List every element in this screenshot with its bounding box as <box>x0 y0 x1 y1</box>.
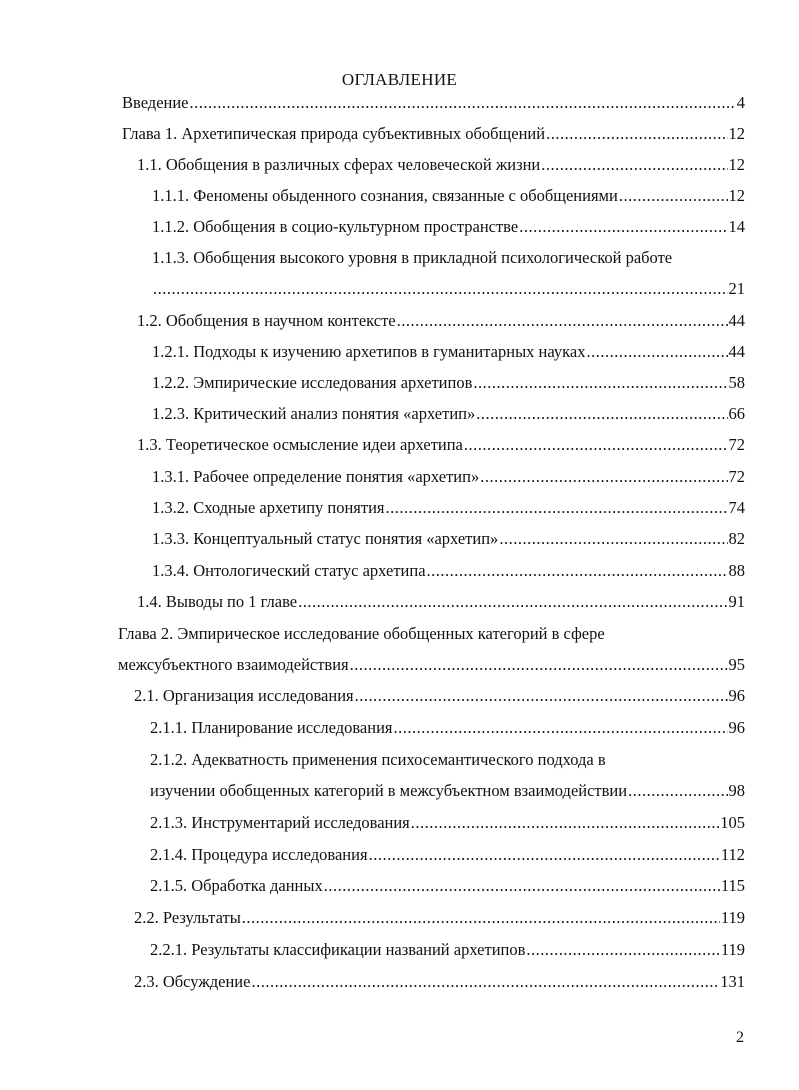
toc-entry-page: 14 <box>728 217 745 236</box>
toc-entry-2-1-2-label[interactable]: 2.1.2. Адекватность применения психосемантического подхода в <box>150 750 606 769</box>
toc-entry-1-3-3[interactable] <box>152 529 745 549</box>
toc-leader-dots <box>541 155 727 175</box>
toc-entry-page: 66 <box>728 404 745 423</box>
toc-entry-1-3[interactable] <box>137 435 745 455</box>
toc-entry-1-4[interactable] <box>137 592 745 612</box>
toc-entry-1-3-4[interactable] <box>152 561 745 581</box>
toc-entry-2-2-1[interactable] <box>150 940 745 960</box>
toc-leader-dots <box>546 124 727 144</box>
toc-entry-page: 88 <box>728 561 745 580</box>
toc-entry-label: 1.4. Выводы по 1 главе <box>137 592 298 611</box>
toc-entry-label: 1.3.3. Концептуальный статус понятия «архетип» <box>152 529 499 548</box>
toc-entry-page: 72 <box>728 435 745 454</box>
toc-leader-dots <box>628 781 727 801</box>
toc-entry-label: Глава 1. Архетипическая природа субъективных обобщений <box>122 124 546 143</box>
toc-entry-2-1-4[interactable] <box>150 845 745 865</box>
toc-entry-page: 12 <box>728 155 745 174</box>
toc-leader-dots <box>586 342 727 362</box>
toc-entry-label: 2.1.1. Планирование исследования <box>150 718 393 737</box>
toc-entry-1-1[interactable] <box>137 155 745 175</box>
toc-entry-label: 1.2.1. Подходы к изучению архетипов в гуманитарных науках <box>152 342 586 361</box>
toc-entry-1-2[interactable] <box>137 311 745 331</box>
toc-leader-dots <box>355 686 728 706</box>
toc-entry-label: 2.1.5. Обработка данных <box>150 876 323 895</box>
toc-entry-label: 2.3. Обсуждение <box>134 972 251 991</box>
toc-entry-label: 2.2. Результаты <box>134 908 241 927</box>
toc-leader-dots <box>386 498 728 518</box>
toc-entry-2-1-2[interactable] <box>150 781 745 801</box>
toc-leader-dots <box>298 592 727 612</box>
toc-entry-page: 115 <box>720 876 745 895</box>
toc-entry-page: 74 <box>728 498 745 517</box>
toc-entry-1-2-3[interactable] <box>152 404 745 424</box>
toc-entry-page: 98 <box>728 781 745 800</box>
toc-leader-dots <box>190 93 736 113</box>
toc-entry-page: 58 <box>728 373 745 392</box>
toc-entry-label: 1.3.1. Рабочее определение понятия «архетип» <box>152 467 480 486</box>
toc-entry-2-1[interactable] <box>134 686 745 706</box>
toc-leader-dots <box>411 813 719 833</box>
toc-entry-label: 1.3. Теоретическое осмысление идеи архетипа <box>137 435 463 454</box>
toc-entry-page: 12 <box>728 124 745 143</box>
toc-entry-label-cont: межсубъектного взаимодействия <box>118 655 349 674</box>
toc-entry-label: 2.1. Организация исследования <box>134 686 354 705</box>
toc-leader-dots <box>473 373 727 393</box>
toc-entry-1-1-3[interactable] <box>152 279 745 299</box>
toc-entry-page: 96 <box>728 718 745 737</box>
toc-leader-dots <box>464 435 728 455</box>
toc-entry-1-2-1[interactable] <box>152 342 745 362</box>
toc-entry-page: 21 <box>728 279 745 298</box>
toc-entry-label-cont: изучении обобщенных категорий в межсубъектном взаимодействии <box>150 781 628 800</box>
toc-entry-2-3[interactable] <box>134 972 745 992</box>
toc-entry-chapter-2-label[interactable]: Глава 2. Эмпирическое исследование обобщенных категорий в сфере <box>118 624 605 643</box>
toc-entry-page: 105 <box>720 813 745 832</box>
toc-entry-page: 44 <box>728 342 745 361</box>
toc-leader-dots <box>324 876 720 896</box>
toc-entry-label: 2.1.3. Инструментарий исследования <box>150 813 410 832</box>
toc-entry-page: 95 <box>728 655 745 674</box>
toc-leader-dots <box>619 186 728 206</box>
toc-leader-dots <box>242 908 720 928</box>
toc-entry-page: 12 <box>728 186 745 205</box>
toc-leader-dots <box>519 217 727 237</box>
toc-entry-page: 96 <box>728 686 745 705</box>
toc-entry-label: 1.2. Обобщения в научном контексте <box>137 311 396 330</box>
toc-entry-page: 4 <box>736 93 745 112</box>
toc-entry-page: 112 <box>720 845 745 864</box>
toc-entry-label: 1.3.2. Сходные архетипу понятия <box>152 498 385 517</box>
toc-entry-label: 1.3.4. Онтологический статус архетипа <box>152 561 426 580</box>
toc-entry-1-1-2[interactable] <box>152 217 745 237</box>
toc-leader-dots <box>397 311 728 331</box>
toc-leader-dots <box>526 940 719 960</box>
toc-entry-label: 1.1.1. Феномены обыденного сознания, связанные с обобщениями <box>152 186 618 205</box>
toc-entry-label: 1.2.3. Критический анализ понятия «архетип» <box>152 404 476 423</box>
toc-entry-1-3-2[interactable] <box>152 498 745 518</box>
toc-entry-1-3-1[interactable] <box>152 467 745 487</box>
toc-entry-1-1-3-label[interactable]: 1.1.3. Обобщения высокого уровня в прикладной психологической работе <box>152 248 673 267</box>
toc-entry-2-1-3[interactable] <box>150 813 745 833</box>
toc-entry-page: 131 <box>720 972 745 991</box>
toc-entry-chapter-2[interactable] <box>118 655 745 675</box>
toc-leader-dots <box>350 655 728 675</box>
toc-entry-1-1-1[interactable] <box>152 186 745 206</box>
toc-entry-label: 1.1. Обобщения в различных сферах человеческой жизни <box>137 155 541 174</box>
toc-entry-2-1-1[interactable] <box>150 718 745 738</box>
toc-leader-dots <box>499 529 727 549</box>
toc-entry-label: 1.1.2. Обобщения в социо-культурном пространстве <box>152 217 519 236</box>
toc-entry-label: 2.2.1. Результаты классификации названий архетипов <box>150 940 526 959</box>
toc-entry-1-2-2[interactable] <box>152 373 745 393</box>
toc-leader-dots <box>476 404 727 424</box>
toc-entry-page: 119 <box>720 908 745 927</box>
toc-entry-label: 1.2.2. Эмпирические исследования архетипов <box>152 373 473 392</box>
toc-leader-dots <box>251 972 719 992</box>
toc-entry-label: 2.1.4. Процедура исследования <box>150 845 368 864</box>
toc-leader-dots <box>369 845 720 865</box>
toc-entry-2-1-5[interactable] <box>150 876 745 896</box>
toc-entry-2-2[interactable] <box>134 908 745 928</box>
toc-entry-chapter-1[interactable] <box>122 124 745 144</box>
toc-leader-dots <box>427 561 728 581</box>
toc-entry-page: 91 <box>728 592 745 611</box>
toc-entry-label: Введение <box>122 93 189 112</box>
toc-title: ОГЛАВЛЕНИЕ <box>341 70 458 89</box>
toc-entry-page: 82 <box>728 529 745 548</box>
toc-leader-dots <box>153 279 728 299</box>
toc-entry-intro[interactable] <box>122 93 745 113</box>
toc-leader-dots <box>480 467 727 487</box>
toc-leader-dots <box>394 718 728 738</box>
toc-entry-page: 44 <box>728 311 745 330</box>
toc-entry-page: 119 <box>720 940 745 959</box>
page-number: 2 <box>736 1029 744 1046</box>
toc-entry-page: 72 <box>728 467 745 486</box>
